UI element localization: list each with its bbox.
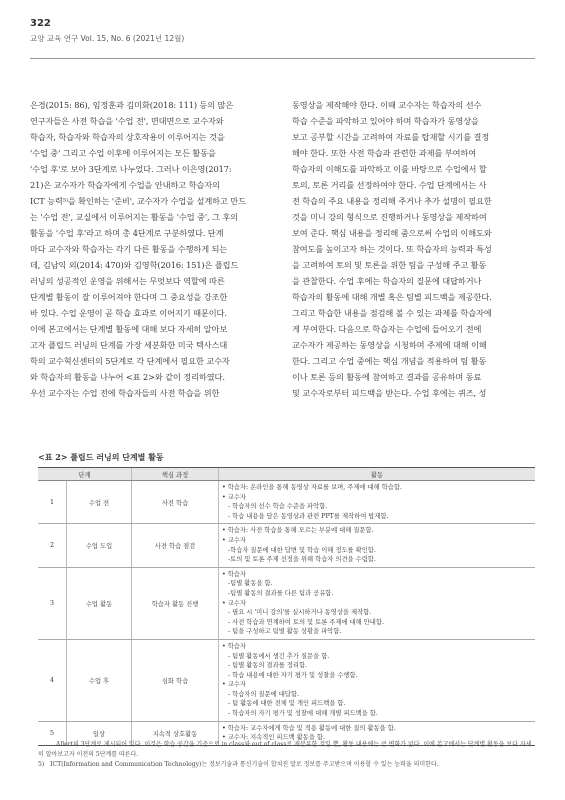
cell-activities (219, 567, 536, 639)
body-line: 토의, 토론 거리를 선정하여야 한다. 수업 단계에서는 사 (292, 180, 487, 190)
cell-stage: 수업 전 (67, 481, 132, 524)
body-line: 학습자, 학습자와 학습자의 상호작용이 이루어지는 것을 (30, 132, 225, 142)
cell-activities (219, 524, 536, 567)
body-line: 러닝의 성공적인 운영을 위해서는 무엇보다 역할에 따른 (30, 276, 225, 286)
activity-line: • 학습자 (222, 570, 246, 578)
activity-line: • 교수자 (222, 536, 246, 544)
body-line: 학습 수준을 파악하고 있어야 하며 학습자가 동영상을 (292, 116, 479, 126)
activity-line: - 팀을 구성하고 팀별 활동 상황을 파악함. (228, 628, 342, 636)
cell-step-number: 1 (38, 481, 67, 524)
cell-stage: 수업 활동 (67, 567, 132, 639)
cell-process: 심화 학습 (132, 639, 219, 721)
body-line: ICT 능력⁵⁾을 확인하는 '준비', 교수자가 수업을 설계하고 만드 (30, 196, 246, 206)
body-line: '수업 후'로 보아 3단계로 나누었다. 그러나 이은영(2017: (30, 164, 232, 174)
body-line: 보여 준다. 핵심 내용을 정리해 줌으로써 수업의 이해도와 (292, 228, 492, 238)
body-line: 것을 미니 강의 형식으로 진행하거나 동영상을 제작하여 (292, 212, 487, 222)
activity-line: • 교수자 (222, 493, 246, 501)
body-column-right (292, 97, 535, 401)
journal-citation: 교양 교육 연구 Vol. 15, No. 6 (2021년 12월) (30, 34, 185, 43)
cell-stage: 일상 (67, 721, 132, 745)
body-line: 활동을 '수업 후'라고 하며 총 4단계로 구분하였다. 단계 (30, 228, 224, 238)
body-line: 고자 플립드 러닝의 단계를 가장 세분화한 미국 텍사스대 (30, 340, 228, 350)
header-rule (30, 58, 535, 59)
activity-line: - 사전 학습과 연계하여 토의 및 토론 주제에 대해 안내함. (228, 618, 384, 626)
body-line: 학습자의 이해도를 파악하고 이를 바탕으로 수업에서 할 (292, 164, 487, 174)
page-header (30, 18, 535, 44)
cell-process: 사전 학습 점검 (132, 524, 219, 567)
table-row (38, 524, 535, 567)
activity-line: - 학습자의 자기 평가 및 성찰에 대해 개별 피드백을 함. (228, 710, 378, 718)
body-line: 이나 토론 등의 활동에 참여하고 결과를 공유하며 동료 (292, 372, 482, 382)
cell-stage: 수업 후 (67, 639, 132, 721)
activity-line: - 학습 내용에 대한 자기 평가 및 성찰을 수행함. (228, 671, 358, 679)
activity-line: • 학습자: 교수자에게 학습 및 적용 활동에 대한 질의 활동을 함. (222, 724, 396, 732)
body-line: 연구자들은 사전 학습을 '수업 전', 면대면으로 교수자와 (30, 116, 224, 126)
table-row (38, 481, 535, 524)
notes (38, 740, 535, 770)
activity-line: -토의 및 토론 주제 선정을 위해 학습자 의견을 수렴함. (228, 556, 376, 564)
cell-step-number: 5 (38, 721, 67, 745)
table-note: Allert의 3단계로 제시되어 있다. 이것은 학습 공간을 기준으로 in class와 out of class로 재분류한 것일 뿐, 활동 내용에는 큰 변화가 없다. 이에 본고에서는 단계별 활동을 보다 자세히 알아보고자 이전의 5단계를 따른다. (38, 741, 532, 758)
body-line: 와 학습자의 활동을 나누어 <표 2>와 같이 정리하였다. (30, 372, 225, 382)
activity-line: - 학습 내용을 담은 동영상과 관련 PPT를 제작하여 탑재함. (228, 512, 389, 520)
activity-line: - 학습자의 질문에 대답함. (228, 690, 299, 698)
body-line: 은경(2015: 86), 임정훈과 김미화(2018: 111) 등의 많은 (30, 100, 234, 110)
header-activities: 활동 (219, 468, 536, 481)
stage-activities-table (38, 467, 535, 746)
activity-line: - 팀 활동에 대한 전체 및 개인 피드백을 함. (228, 700, 346, 708)
activity-line: • 학습자: 사전 학습을 통해 모르는 부분에 대해 질문함. (222, 527, 374, 535)
body-line: 그리고 학습한 내용을 점검해 볼 수 있는 과제를 학습자에 (292, 308, 492, 318)
body-line: 학의 교수혁신센터의 5단계로 각 단계에서 필요한 교수자 (30, 356, 230, 366)
activity-line: • 교수자 (222, 599, 246, 607)
body-line: 데, 김남익 외(2014: 470)와 김영학(2016: 151)은 플립드 (30, 260, 239, 270)
body-line: 바 있다. 수업 운영이 곧 학습 효과로 이어지기 때문이다. (30, 308, 227, 318)
table-row (38, 639, 535, 721)
body-line: 교수자가 제공하는 동영상을 시청하며 주제에 대해 이해 (292, 340, 487, 350)
activity-line: -학습자 질문에 대한 답변 및 학습 이해 정도를 확인함. (228, 546, 376, 554)
table-header-row (38, 468, 535, 481)
cell-activities (219, 481, 536, 524)
cell-step-number: 4 (38, 639, 67, 721)
activity-line: - 필요 시 '미니 강의'를 실시하거나 동영상을 제작함. (228, 609, 372, 617)
activity-line: - 팀별 활동의 결과를 정리함. (228, 662, 308, 670)
body-line: 을 관찰한다. 수업 후에는 학습자의 질문에 대답하거나 (292, 276, 482, 286)
header-process: 핵심 과정 (132, 468, 219, 481)
activity-line: • 학습자: 온라인을 통해 동영상 자료를 보며, 주제에 대해 학습함. (222, 484, 402, 491)
activity-line: • 교수자 (222, 681, 246, 689)
body-line: 참여도를 높이고자 하는 것이다. 또 학습자의 능력과 특성 (292, 244, 492, 254)
body-line: '수업 중' 그리고 수업 이후에 이루어지는 모든 활동을 (30, 148, 216, 158)
cell-process: 학습자 활동 진행 (132, 567, 219, 639)
activity-line: • 학습자 (222, 642, 246, 650)
body-line: 이에 본고에서는 단계별 활동에 대해 보다 자세히 알아보 (30, 324, 228, 334)
body-line: 보고 공부할 시간을 고려하여 자료를 탑재할 시기를 결정 (292, 132, 490, 142)
body-line: 우선 교수자는 수업 전에 학습자들의 사전 학습을 위한 (30, 388, 220, 398)
cell-step-number: 3 (38, 567, 67, 639)
activity-line: • 교수자: 지속적인 피드백 활동을 함. (222, 734, 326, 742)
header-stage: 단계 (38, 468, 132, 481)
body-line: 한다. 그리고 수업 중에는 핵심 개념을 적용하여 팀 활동 (292, 356, 487, 366)
cell-process: 사전 학습 (132, 481, 219, 524)
activity-line: -팀별 활동의 결과를 다른 팀과 공유함. (228, 589, 334, 597)
page-number: 322 (30, 18, 51, 29)
activity-line: -팀별 활동을 함. (228, 580, 273, 588)
table-row (38, 567, 535, 639)
body-line: 해야 한다. 또한 사전 학습과 관련한 과제를 부여하여 (292, 148, 477, 158)
body-line: 는 '수업 전', 교실에서 이루어지는 활동을 '수업 중', 그 후의 (30, 212, 238, 222)
footnote-5: 5) ICT(Information and Communication Technology)는 정보기술과 통신기술이 합쳐진 말로 정보를 주고받으며 이용할 수 있는 능력을 의미한다. (38, 761, 439, 768)
activity-line: - 팀별 활동에서 생긴 추가 질문을 함. (228, 652, 330, 660)
body-line: 21)은 교수자가 학습자에게 수업을 안내하고 학습자의 (30, 180, 220, 190)
cell-step-number: 2 (38, 524, 67, 567)
body-line: 단계별 활동이 잘 이루어져야 한다며 그 중요성을 강조한 (30, 292, 228, 302)
cell-process: 지속적 상호활동 (132, 721, 219, 745)
body-line: 마다 교수자와 학습자는 각기 다른 활동을 수행하게 되는 (30, 244, 228, 254)
body-line: 게 부여한다. 다음으로 학습자는 수업에 들어오기 전에 (292, 324, 482, 334)
body-line: 학습자의 활동에 대해 개별 혹은 팀별 피드백을 제공한다. (292, 292, 492, 302)
activity-line: - 학습자의 선수 학습 수준을 파악함. (228, 503, 328, 511)
body-line: 을 고려하여 토의 및 토론을 위한 팀을 구성해 주고 활동 (292, 260, 487, 270)
cell-activities (219, 639, 536, 721)
cell-stage: 수업 도입 (67, 524, 132, 567)
table-caption: <표 2> 플립드 러닝의 단계별 활동 (38, 452, 164, 462)
body-line: 전 학습의 주요 내용을 정리해 주거나 추가 설명이 필요한 (292, 196, 492, 206)
body-column-left (30, 97, 273, 401)
body-line: 및 교수자로부터 피드백을 받는다. 수업 후에는 퀴즈, 성 (292, 388, 487, 398)
body-line: 동영상을 제작해야 한다. 이때 교수자는 학습자의 선수 (292, 100, 482, 110)
